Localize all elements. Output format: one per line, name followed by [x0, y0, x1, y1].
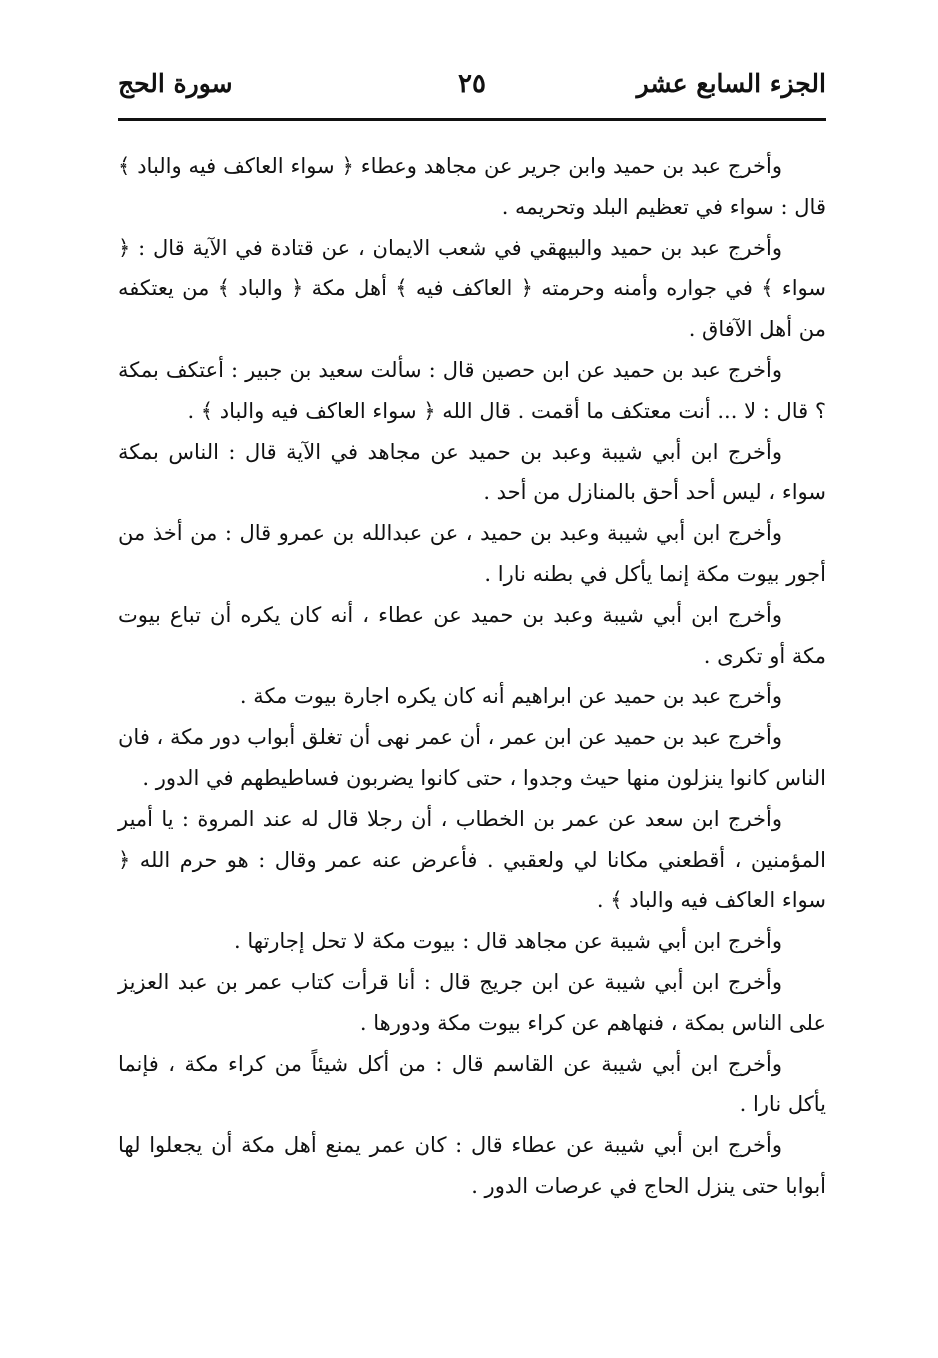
paragraph: وأخرج عبد بن حميد عن ابراهيم أنه كان يكره اجارة بيوت مكة . — [239, 684, 782, 709]
page-header — [118, 60, 826, 108]
paragraph: وأخرج عبد بن حميد وابن جرير عن مجاهد وعطاء ﴿ سواء العاكف فيه والباد ﴾ قال : سواء في تعظيم البلد وتحريمه . — [118, 154, 826, 219]
paragraph: وأخرج ابن أبي شيبة وعبد بن حميد عن عطاء ، أنه كان يكره أن تباع بيوت مكة أو تكرى . — [118, 602, 826, 668]
paragraph: وأخرج ابن أبي شيبة عن ابن جريج قال : أنا قرأت كتاب عمر بن عبد العزيز على الناس بمكة ، فنهاهم عن كراء بيوت مكة ودورها . — [118, 969, 826, 1035]
paragraph: وأخرج ابن أبي شيبة عن القاسم قال : من أكل شيئاً من كراء مكة ، فإنما يأكل نارا . — [118, 1051, 826, 1117]
header-divider — [118, 118, 826, 121]
paragraph: وأخرج عبد بن حميد والبيهقي في شعب الايمان ، عن قتادة في الآية قال : ﴿ سواء ﴾ في جواره وأمنه وحرمته ﴿ العاكف فيه ﴾ أهل مكة ﴿ والباد ﴾ من يعتكفه من أهل الآفاق . — [118, 235, 826, 342]
paragraph: وأخرج عبد بن حميد عن ابن عمر ، أن عمر نهى أن تغلق أبواب دور مكة ، فان الناس كانوا ينزلون منها حيث وجدوا ، حتى كانوا يضربون فساطيطهم في الدور . — [118, 725, 826, 790]
page-body — [118, 146, 826, 1207]
part-title: الجزء السابع عشر — [636, 69, 826, 98]
paragraph: وأخرج عبد بن حميد عن ابن حصين قال : سألت سعيد بن جبير : أعتكف بمكة ؟ قال : لا ... أنت معتكف ما أقمت . قال الله ﴿ سواء العاكف فيه والباد ﴾ . — [118, 357, 826, 423]
page-number: ٢٥ — [458, 69, 486, 99]
surah-title: سورة الحج — [118, 69, 233, 98]
paragraph: وأخرج ابن أبي شيبة عن مجاهد قال : بيوت مكة لا تحل إجارتها . — [234, 929, 782, 954]
paragraph: وأخرج ابن سعد عن عمر بن الخطاب ، أن رجلا قال له عند المروة : يا أمير المؤمنين ، أقطعني مكانا لي ولعقبي . فأعرض عنه عمر وقال : هو حرم الله ﴿ سواء العاكف فيه والباد ﴾ . — [118, 806, 826, 913]
paragraph: وأخرج ابن أبي شيبة وعبد بن حميد ، عن عبدالله بن عمرو قال : من أخذ من أجور بيوت مكة إنما يأكل في بطنه نارا . — [118, 521, 826, 586]
paragraph: وأخرج ابن أبي شيبة وعبد بن حميد عن مجاهد في الآية قال : الناس بمكة سواء ، ليس أحد أحق بالمنازل من أحد . — [118, 439, 826, 505]
paragraph: وأخرج ابن أبي شيبة عن عطاء قال : كان عمر يمنع أهل مكة أن يجعلوا لها أبوابا حتى ينزل الحاج في عرصات الدور . — [118, 1133, 826, 1198]
